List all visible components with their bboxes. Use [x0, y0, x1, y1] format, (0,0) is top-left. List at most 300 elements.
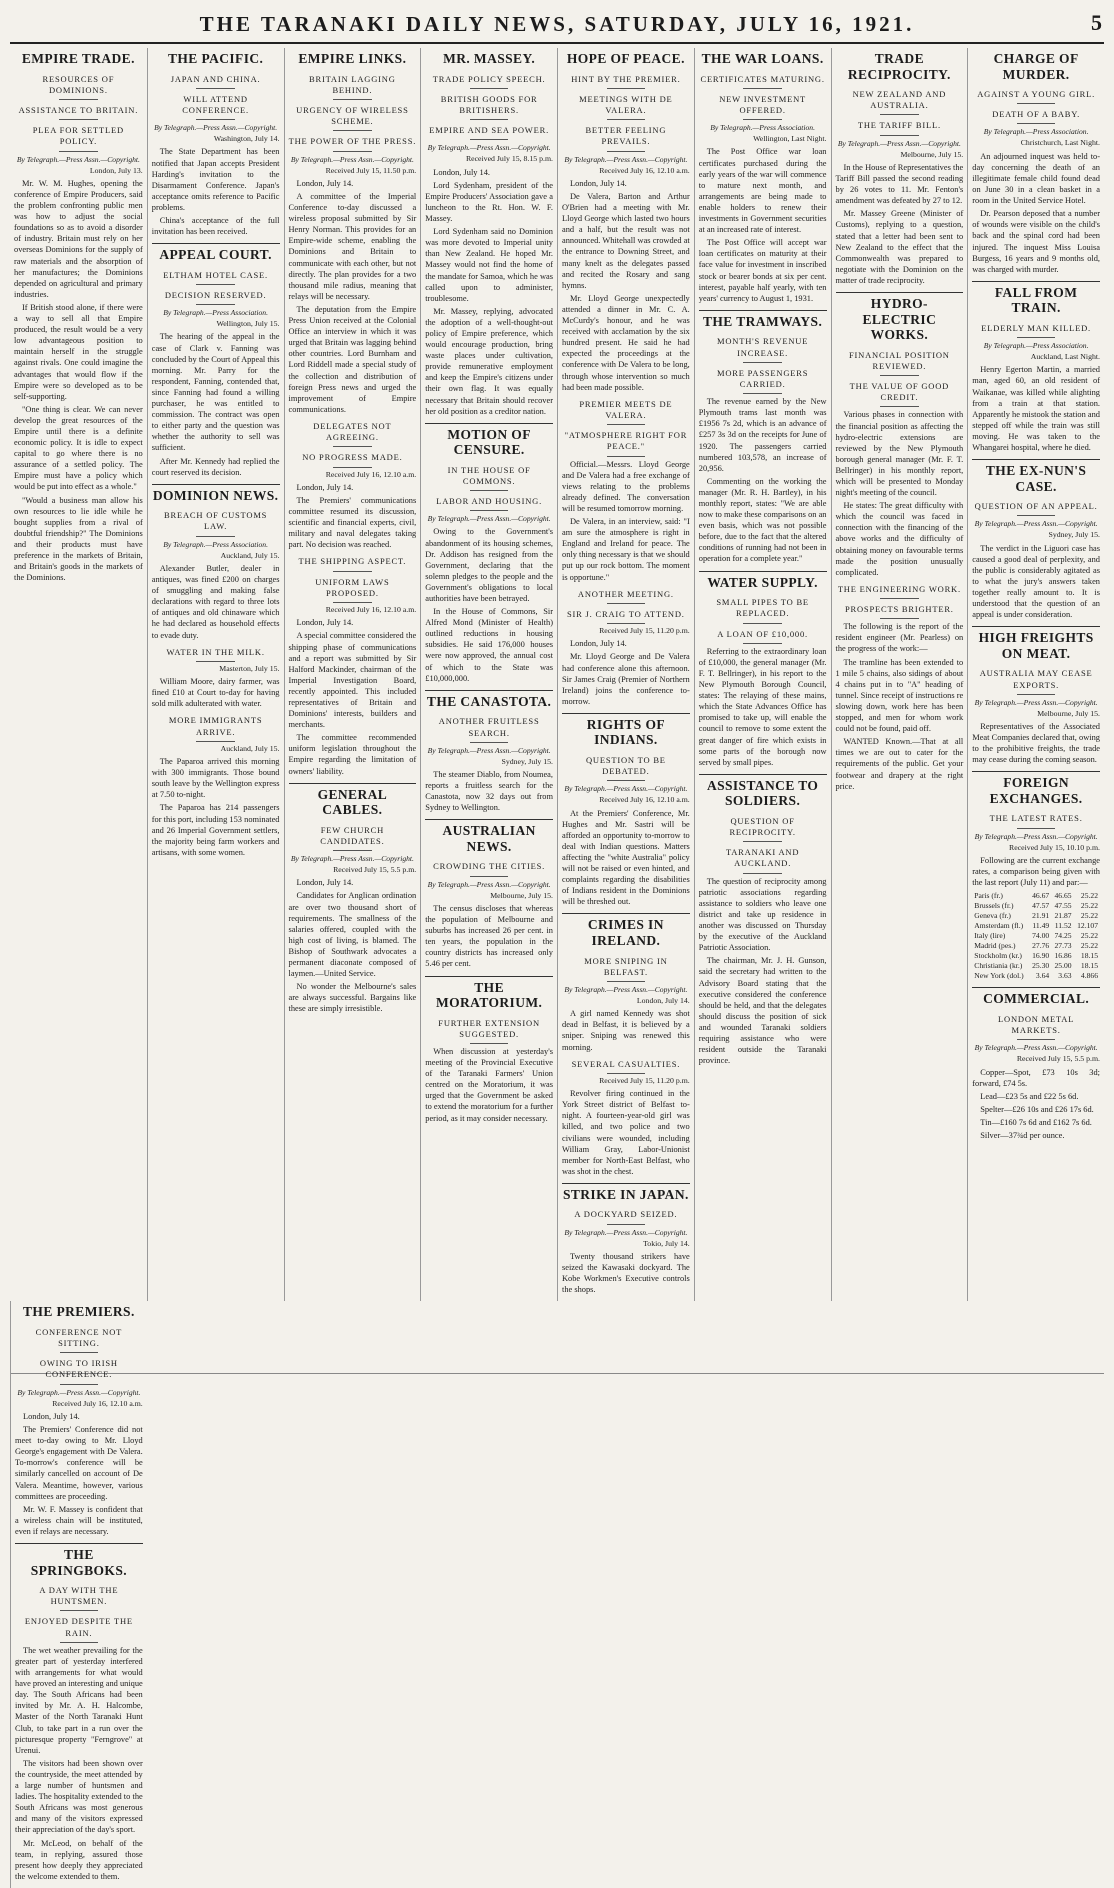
article-paragraph: Alexander Butler, dealer in antiques, was fined £200 on charges of smuggling and making false declarations with regard to three lots of antiques and old chinaware which he had declared as household effects to evade duty.: [151, 563, 280, 640]
article-paragraph: Henry Egerton Martin, a married man, aged 60, an old resident of Waikanae, was killed while alighting from a train at that station. Apparently he mistook the station and stepped off while the train was still moving. He was taken to the Whangarei hospital, where he died.: [972, 365, 1100, 452]
article-headline: HIGH FREIGHTS ON MEAT.: [978, 630, 1094, 661]
article: [289, 556, 417, 776]
article-paragraph: The Post Office war loan certificates purchased during the early years of the war will commence to mature next month, and arrangements are being made to enable holders to renew their investments in Government securities at an increased rate of interest.: [698, 147, 827, 235]
article-byline: By Telegraph.—Press Assn.—Copyright.: [427, 514, 551, 524]
exchange-rate-row: [972, 911, 1100, 921]
article-subheading: QUESTION OF RECIPROCITY.: [699, 816, 827, 842]
exchange-rate-row: [972, 971, 1100, 981]
article-dateline: Received July 16, 12.10 a.m.: [599, 795, 690, 805]
article-subheading: ELTHAM HOTEL CASE.: [152, 270, 280, 285]
article-paragraph: Copper—Spot, £73 10s 3d; forward, £74 5s.: [972, 1067, 1100, 1088]
article-paragraph: A girl named Kennedy was shot dead in Belfast, it is believed by a sniper. Sniping was renewed this morning.: [562, 1009, 690, 1052]
article-byline: By Telegraph.—Press Assn.—Copyright.: [427, 745, 551, 755]
article-subheading: ELDERLY MAN KILLED.: [972, 323, 1100, 338]
article-paragraph: The committee recommended uniform legislation throughout the Empire regarding the limitation of owners' liability.: [288, 733, 417, 776]
article-dateline: Christchurch, Last Night.: [1020, 138, 1100, 148]
article-subheading: THE VALUE OF GOOD CREDIT.: [836, 381, 964, 407]
article-byline: By Telegraph.—Press Association.: [163, 308, 268, 318]
column-7: [831, 48, 968, 1301]
article-subheading: ANOTHER FRUITLESS SEARCH.: [425, 716, 553, 742]
column-8: [967, 48, 1104, 1301]
article-headline: THE PACIFIC.: [167, 51, 264, 66]
article-paragraph: The chairman, Mr. J. H. Gunson, said the secretary had written to the Advisory Board stating that the executive considered the conference should be held, and that the delegates should discuss the position of sick and wounded Taranaki soldiers requiring assistance who were resident outside the Taranaki province.: [698, 956, 827, 1066]
article-headline: AUSTRALIAN NEWS.: [442, 823, 536, 854]
article: [425, 690, 553, 814]
exchange-rate-cell: 18.15: [1080, 961, 1098, 971]
article-paragraph: De Valera, Barton and Arthur O'Brien had a meeting with Mr. Lloyd George which lasted two hours and a half, but the result was not announced. Whitehall was crowded at the entrance to Downing Street, and many knelt as the delegates passed and recited the Rosary and sang hymns.: [562, 192, 690, 290]
article-subheading: NEW ZEALAND AND AUSTRALIA.: [836, 89, 964, 115]
article-subheading: EMPIRE AND SEA POWER.: [425, 125, 553, 140]
exchange-rate-cell: 47.55: [1054, 901, 1072, 911]
article-headline: THE SPRINGBOKS.: [30, 1547, 128, 1578]
column-1: [10, 48, 147, 1301]
article: [562, 1059, 690, 1177]
article: [836, 584, 964, 792]
article: [289, 783, 417, 1015]
article-byline: By Telegraph.—Press Assn.—Copyright.: [427, 143, 551, 153]
article-paragraph: Various phases in connection with the financial position as affecting the hydro-electric extensions are reviewed by the New Plymouth borough general manager (Mr. F. T. Bellringer) in his monthly report, which will be presented to Monday night's meeting of the council.: [835, 410, 964, 498]
article-dateline: Sydney, July 15.: [1048, 530, 1100, 540]
article-paragraph: In the House of Commons, Sir Alfred Mond (Minister of Health) outlined reductions in housing subsidies. He said 176,000 houses were now approved, the annual cost of which to the State was £10,000,000.: [425, 607, 553, 683]
article-dateline: Received July 15, 11.20 p.m.: [599, 626, 690, 636]
article-subheading: QUESTION OF AN APPEAL.: [972, 501, 1100, 516]
article-headline: ASSISTANCE TO SOLDIERS.: [706, 777, 819, 809]
article-byline: By Telegraph.—Press Assn.—Copyright.: [974, 1043, 1098, 1053]
article-paragraph: De Valera, in an interview, said: "I am sure the atmosphere is right in England and Ireland for peace. The only thing necessary is that we should put up our rock bottom. The moment is opportune.": [562, 517, 690, 582]
article: [152, 647, 280, 710]
article-paragraph: The steamer Diablo, from Noumea, reports a fruitless search for the Canastota, now 32 days out from Sydney to Wellington.: [425, 770, 553, 813]
article: [425, 48, 553, 417]
article: [972, 987, 1100, 1141]
article-subheading: BREACH OF CUSTOMS LAW.: [152, 510, 280, 536]
article-byline: By Telegraph.—Press Association.: [710, 123, 815, 133]
article: [425, 819, 553, 969]
article-paragraph: The visitors had been shown over the countryside, the meet attended by a large number of huntsmen and ladies. The hospitality extended to the South Africans was most generous and many of the visitors expressed their appreciation of the day's sport.: [15, 1758, 143, 1835]
article-dateline: Received July 15, 10.10 p.m.: [1009, 842, 1100, 852]
article-subheading: THE TARIFF BILL.: [836, 120, 964, 135]
article-paragraph: Silver—37¾d per ounce.: [980, 1131, 1065, 1141]
article-subheading: FINANCIAL POSITION REVIEWED.: [836, 350, 964, 376]
article-paragraph: Mr. McLeod, on behalf of the team, in replying, assured those present how deeply they appreciated the welcome extended to them.: [15, 1838, 143, 1881]
article-byline: By Telegraph.—Press Assn.—Copyright.: [154, 123, 278, 133]
article: [425, 423, 553, 684]
article-subheading: BRITISH GOODS FOR BRITISHERS.: [425, 94, 553, 120]
article-paragraph: The question of reciprocity among patriotic associations regarding assistance to soldiers who leave one district and take up residence in another was discussed on Thursday by the executive of the Auckland Patriotic Association.: [698, 876, 827, 953]
article: [699, 774, 827, 1067]
article-subheading: OWING TO IRISH CONFERENCE.: [15, 1358, 143, 1384]
article-subheading: FURTHER EXTENSION SUGGESTED.: [425, 1018, 553, 1044]
article-dateline: Received July 16, 12.10 a.m.: [599, 165, 690, 175]
article-byline: By Telegraph.—Press Assn.—Copyright.: [837, 138, 961, 148]
article-paragraph: London, July 14.: [296, 178, 354, 188]
exchange-rate-cell: 25.22: [1080, 911, 1098, 921]
article-paragraph: Twenty thousand strikers have seized the Kawasaki dockyard. The Kobe Workmen's Executive controls the shops.: [562, 1251, 690, 1295]
article-headline: EMPIRE TRADE.: [21, 51, 135, 66]
article-subheading: THE ENGINEERING WORK.: [836, 584, 964, 599]
article-paragraph: The tramline has been extended to 1 mile 5 chains, also sidings of about 4 chains put in to "A" heading of tunnel. Since receipt of instructions re slowing down, work here has been stopped, and men for whom work could not be found, paid off.: [835, 657, 964, 734]
exchange-rate-cell: 3.63: [1058, 971, 1072, 981]
article-paragraph: Candidates for Anglican ordination are over two thousand short of requirements. The smallness of the salaries offered, coupled with the high cost of living, is blamed. The Bishop of Southwark advocates a permanent diaconate composed of laymen.—United Service.: [288, 891, 417, 979]
article-dateline: Received July 15, 8.15 p.m.: [465, 154, 553, 164]
article-paragraph: Mr. Massey, replying, advocated the adoption of a well-thought-out policy of Empire preference, which would encourage production, bring waste places under cultivation, provide remunerative employment and keep the Empire's citizens under their own flag. It was equally necessary that Britain should recover her old position as a creditor nation.: [425, 306, 553, 416]
article-paragraph: William Moore, dairy farmer, was fined £10 at Court to-day for having sold milk adulterated with water.: [151, 677, 280, 709]
article: [699, 310, 827, 565]
article: [836, 48, 964, 286]
article-subheading: TARANAKI AND AUCKLAND.: [699, 847, 827, 873]
article-subheading: IN THE HOUSE OF COMMONS.: [425, 465, 553, 491]
article-byline: By Telegraph.—Press Assn.—Copyright.: [564, 154, 688, 164]
exchange-rate-cell: 27.73: [1054, 941, 1072, 951]
article-headline: COMMERCIAL.: [983, 991, 1090, 1007]
page-number: 5: [1091, 10, 1102, 35]
exchange-rate-cell: Stockholm (kr.): [974, 951, 1022, 961]
article-subheading: DECISION RESERVED.: [152, 290, 280, 305]
exchange-rate-cell: Amsterdam (fl.): [974, 921, 1024, 931]
article-headline: FALL FROM TRAIN.: [994, 284, 1078, 316]
article-dateline: Received July 15, 5.5 p.m.: [1016, 1054, 1100, 1064]
exchange-rates-table: [972, 891, 1100, 981]
article-subheading: FEW CHURCH CANDIDATES.: [289, 825, 417, 851]
article-subheading: AUSTRALIA MAY CEASE EXPORTS.: [972, 668, 1100, 694]
article: [562, 399, 690, 583]
article: [699, 571, 827, 768]
article-paragraph: At the Premiers' Conference, Mr. Hughes and Mr. Sastri will be afforded an opportunity to-morrow to deal with Indian questions. Matters affecting the "white Australia" policy will not be raised or even hinted, and complaints regarding the disabilities of Indians resident in the Dominions will be threshed out.: [562, 808, 690, 907]
article-byline: By Telegraph.—Press Assn.—Copyright.: [974, 697, 1098, 707]
article-subheading: NO PROGRESS MADE.: [289, 452, 417, 467]
article-paragraph: Lord Sydenham, president of the Empire Producers' Association gave a luncheon to the Rt. Hon. W. F. Massey.: [425, 180, 553, 224]
article-paragraph: Mr. W. M. Hughes, opening the conference of Empire Producers, said the problem confronting public men was how to adjust the social foundations so as to avoid a disorder of industry. Britain must rely on her overseas Dominions for the supply of raw materials and the absorption of her manufactures; the Dominions depended on agricultural and primary industries.: [14, 178, 143, 299]
article-headline: THE EX-NUN'S CASE.: [985, 463, 1087, 494]
article-subheading: WILL ATTEND CONFERENCE.: [152, 94, 280, 120]
article: [152, 484, 280, 641]
article-subheading: LONDON METAL MARKETS.: [972, 1014, 1100, 1040]
article-paragraph: Dr. Pearson deposed that a number of wounds were visible on the child's back and the spinal cord had been injured. The inquest Miss Louisa Burgess, 16 years and 9 months old, was charged with murder.: [972, 209, 1100, 274]
article-byline: By Telegraph.—Press Assn.—Copyright.: [290, 854, 414, 864]
article-paragraph: An adjourned inquest was held to-day concerning the death of an illegitimate female child found dead on June 30 in a clean basket in a room in the United Service Hotel.: [972, 151, 1100, 206]
exchange-rate-cell: 11.52: [1054, 921, 1072, 931]
column-3: [284, 48, 421, 1301]
article-subheading: MORE SNIPING IN BELFAST.: [562, 956, 690, 982]
article: [562, 913, 690, 1052]
article-subheading: ASSISTANCE TO BRITAIN.: [14, 105, 143, 120]
article-subheading: THE LATEST RATES.: [972, 813, 1100, 828]
article: [425, 976, 553, 1124]
article: [152, 243, 280, 477]
article-subheading: HINT BY THE PREMIER.: [562, 74, 690, 89]
article-headline: DOMINION NEWS.: [152, 487, 279, 503]
article-dateline: Received July 15, 11.20 p.m.: [599, 1075, 690, 1085]
article-subheading: QUESTION TO BE DEBATED.: [562, 755, 690, 781]
article-subheading: MORE IMMIGRANTS ARRIVE.: [152, 715, 280, 741]
column-9: [10, 1301, 147, 1888]
article: [972, 48, 1100, 275]
article: [152, 48, 280, 237]
article-dateline: Auckland, July 15.: [220, 550, 280, 560]
article-subheading: TRADE POLICY SPEECH.: [425, 74, 553, 89]
article-subheading: DEATH OF A BABY.: [972, 109, 1100, 124]
article-byline: By Telegraph.—Press Assn.—Copyright.: [974, 519, 1098, 529]
article-paragraph: Tin—£160 7s 6d and £162 7s 6d.: [980, 1118, 1092, 1128]
exchange-rate-cell: 25.22: [1080, 891, 1098, 901]
article: [972, 459, 1100, 620]
article-subheading: UNIFORM LAWS PROPOSED.: [289, 577, 417, 603]
article: [14, 48, 143, 583]
article: [562, 48, 690, 393]
article-headline: RIGHTS OF INDIANS.: [586, 716, 665, 748]
article-subheading: THE SHIPPING ASPECT.: [289, 556, 417, 571]
article-paragraph: WANTED Known.—That at all times we are out to cater for the requirements of the public. Get your footwear and drapery at the right price.: [835, 737, 964, 791]
article-paragraph: London, July 14.: [23, 1411, 80, 1421]
article-paragraph: The State Department has been notified that Japan accepts President Harding's invitation to the Disarmament Conference. Japan's acceptance omits reference to Pacific problems.: [151, 147, 280, 212]
article-paragraph: Lead—£23 5s and £22 5s 6d.: [980, 1091, 1079, 1101]
article-headline: FOREIGN EXCHANGES.: [989, 775, 1083, 806]
article-subheading: NEW INVESTMENT OFFERED.: [699, 94, 827, 120]
article-subheading: URGENCY OF WIRELESS SCHEME.: [289, 105, 417, 131]
article-paragraph: "Would a business man allow his own resources to lie idle while he bought supplies from a rival of doubtful friendship?" The Dominions and their products must have preference in the markets of Britain, and Britain's goods in the markets of the Dominions.: [14, 495, 143, 583]
article-headline: THE TRAMWAYS.: [703, 313, 823, 329]
article-byline: By Telegraph.—Press Assn.—Copyright.: [564, 984, 688, 994]
article-byline: By Telegraph.—Press Assn.—Copyright.: [427, 879, 551, 889]
article-dateline: Received July 16, 12.10 a.m.: [325, 605, 417, 615]
article-paragraph: The Paparoa has 214 passengers for this port, including 153 nominated and 26 Imperial Government settlers, the majority being farm workers and artisans, with some women.: [151, 803, 280, 857]
article-subheading: THE POWER OF THE PRESS.: [289, 136, 417, 151]
exchange-rate-cell: Madrid (pes.): [974, 941, 1016, 951]
article-paragraph: After Mr. Kennedy had replied the court reserved its decision.: [151, 456, 280, 477]
article-byline: By Telegraph.—Press Assn.—Copyright.: [17, 1387, 141, 1397]
article-dateline: Received July 16, 12.10 a.m.: [325, 469, 417, 479]
exchange-rate-cell: 25.22: [1080, 941, 1098, 951]
article-byline: By Telegraph.—Press Assn.—Copyright.: [16, 154, 140, 164]
article: [699, 48, 827, 304]
article-subheading: BETTER FEELING PREVAILS.: [562, 125, 690, 151]
article: [562, 1183, 690, 1295]
exchange-rate-cell: 27.76: [1032, 941, 1050, 951]
article-subheading: MORE PASSENGERS CARRIED.: [699, 368, 827, 394]
exchange-rate-cell: 46.67: [1032, 891, 1050, 901]
article-subheading: WATER IN THE MILK.: [152, 647, 280, 662]
article: [562, 713, 690, 908]
article-dateline: Wellington, Last Night.: [753, 134, 827, 144]
exchange-rate-cell: 12.107: [1077, 921, 1098, 931]
article-paragraph: The following is the report of the resident engineer (Mr. Pearless) on the progress of the work:—: [835, 622, 964, 654]
article-paragraph: The wet weather prevailing for the greater part of yesterday interfered with arrangements for what would have proved an interesting and unique day. The South Africans had been invited by Mr. A. H. Halcombe, Master of the North Taranaki Hunt Club, to take part in a run over the picturesque property "Ferngrove" at Urenui.: [15, 1645, 143, 1755]
article-subheading: CROWDING THE CITIES.: [425, 861, 553, 876]
article-headline: CHARGE OF MURDER.: [993, 51, 1079, 82]
article-headline: THE MORATORIUM.: [435, 979, 543, 1011]
column-6: [694, 48, 831, 1301]
article-subheading: SIR J. CRAIG TO ATTEND.: [562, 609, 690, 624]
article-dateline: Melbourne, July 15.: [490, 890, 553, 900]
article-dateline: Melbourne, July 15.: [1037, 708, 1100, 718]
article-paragraph: He states: The great difficulty with which the council was faced in connection with the financing of the above works and the difficulty of obtaining money on favourable terms made the position unusually complicated.: [835, 501, 964, 577]
exchange-rate-cell: 18.15: [1080, 951, 1098, 961]
newspaper-title: THE TARANAKI DAILY NEWS, SATURDAY, JULY 16, 1921.: [199, 12, 915, 36]
exchange-rate-cell: Italy (lire): [974, 931, 1006, 941]
article-paragraph: London, July 14.: [296, 482, 354, 492]
article-subheading: MONTH'S REVENUE INCREASE.: [699, 336, 827, 362]
article-headline: THE CANASTOTA.: [426, 693, 552, 709]
article: [289, 48, 417, 415]
article-subheading: LABOR AND HOUSING.: [425, 496, 553, 511]
article-headline: APPEAL COURT.: [159, 247, 272, 263]
article-paragraph: The Paparoa arrived this morning with 300 immigrants. Those bound south leave by the Wellington express at 7.50 to-night.: [151, 757, 280, 800]
article-dateline: Masterton, July 15.: [219, 663, 280, 673]
article: [972, 281, 1100, 453]
article-subheading: A DOCKYARD SEIZED.: [562, 1209, 690, 1224]
article-subheading: SEVERAL CASUALTIES.: [562, 1059, 690, 1074]
article-paragraph: Mr. Lloyd George unexpectedly attended a dinner in Mr. C. A. McCurdy's honour, and he was received with acclamation by the six hundred present. He said he had expected the proceedings at the conference with De Valera to be long, through whose intervention so much had been made possible.: [562, 293, 690, 392]
exchange-rate-row: [972, 921, 1100, 931]
article-paragraph: Official.—Messrs. Lloyd George and De Valera had a free exchange of views relating to the problems already defined. The conversation will be resumed tomorrow morning.: [562, 459, 690, 513]
column-5: [557, 48, 694, 1301]
exchange-rate-cell: 11.49: [1032, 921, 1050, 931]
exchange-rate-cell: 74.25: [1054, 931, 1072, 941]
exchange-rate-cell: 25.22: [1080, 931, 1098, 941]
article-subheading: PREMIER MEETS DE VALERA.: [562, 399, 690, 425]
article-headline: HOPE OF PEACE.: [566, 51, 685, 66]
article-paragraph: In the House of Representatives the Tariff Bill passed the second reading by 26 votes to 11. Mr. Fenton's amendment was defeated by 27 to 12.: [835, 162, 964, 206]
article-headline: GENERAL CABLES.: [317, 786, 388, 818]
article-dateline: Received July 15, 11.50 p.m.: [325, 165, 417, 175]
article-byline: By Telegraph.—Press Assn.—Copyright.: [564, 784, 688, 794]
exchange-rate-cell: 74.00: [1032, 931, 1050, 941]
exchange-rate-cell: Geneva (fr.): [974, 911, 1011, 921]
article-subheading: JAPAN AND CHINA.: [152, 74, 280, 89]
exchange-rate-cell: 25.22: [1080, 901, 1098, 911]
exchange-rate-cell: New York (dol.): [974, 971, 1024, 981]
article-byline: By Telegraph.—Press Assn.—Copyright.: [974, 831, 1098, 841]
article-paragraph: A special committee considered the shipping phase of communications and a report was submitted by Sir Halford Mackinder, chairman of the Imperial Investigation Board, recently appointed. This included representatives of Britain and Dominions' interests, builders and merchants.: [288, 631, 417, 730]
article-paragraph: "One thing is clear. We can never develop the great resources of the Empire until there is a definite economic policy. It is idle to expect capital to go where there is no assurance of a settled policy. The Empire must have a policy which would be put into effect as a whole.": [14, 404, 143, 492]
article-subheading: MEETINGS WITH DE VALERA.: [562, 94, 690, 120]
article-paragraph: No wonder the Melbourne's sales are always successful. Bargains like these are simply irresistible.: [288, 982, 417, 1014]
article-dateline: London, July 13.: [89, 165, 143, 175]
article-headline: WATER SUPPLY.: [707, 574, 818, 590]
exchange-rate-cell: 21.91: [1032, 911, 1050, 921]
exchange-rate-row: [972, 961, 1100, 971]
article-dateline: Auckland, Last Night.: [1030, 352, 1100, 362]
article-subheading: ANOTHER MEETING.: [562, 589, 690, 604]
exchange-rate-cell: 21.87: [1054, 911, 1072, 921]
article-subheading: A DAY WITH THE HUNTSMEN.: [15, 1585, 143, 1611]
article: [15, 1301, 143, 1537]
article-subheading: PLEA FOR SETTLED POLICY.: [14, 125, 143, 151]
article-subheading: RESOURCES OF DOMINIONS.: [14, 74, 143, 100]
article-paragraph: If British stood alone, if there were a way to sell all that Empire produced, the result would be a very low advantageous position to maintain herself in the struggle against rivals. One could imagine the advantages that would flow if the Empire were so developed as to be self-supporting.: [14, 302, 143, 401]
exchange-rate-row: [972, 931, 1100, 941]
article-paragraph: Representatives of the Associated Meat Companies declared that, owing to the prohibitive freights, the trade may cease during the coming season.: [972, 722, 1100, 765]
article-paragraph: The Premiers' Conference did not meet to-day owing to Mr. Lloyd George's engagement with De Valera. To-morrow's conference will be similarly cancelled on account of De Valera. Meantime, however, various committees are proceeding.: [15, 1425, 143, 1501]
exchange-rate-cell: 25.30: [1032, 961, 1050, 971]
exchange-rate-cell: 3.64: [1035, 971, 1050, 981]
article-headline: THE PREMIERS.: [23, 1304, 135, 1320]
article-dateline: Tokio, July 14.: [643, 1238, 690, 1248]
article-paragraph: The census discloses that whereas the population of Melbourne and suburbs has increased 26 per cent. in ten years, the population in the country districts has increased only 5.46 per cent.: [425, 903, 553, 969]
article-subheading: "ATMOSPHERE RIGHT FOR PEACE.": [562, 430, 690, 456]
article-paragraph: Owing to the Government's abandonment of its housing schemes, Dr. Addison has resigned from the Government, declaring that the solemn pledges to the people and the Government's obligations to local authorities have been betrayed.: [425, 527, 553, 604]
article-subheading: CONFERENCE NOT SITTING.: [15, 1327, 143, 1353]
article-headline: MOTION OF CENSURE.: [447, 426, 531, 458]
article-byline: By Telegraph.—Press Association.: [983, 341, 1089, 351]
article-byline: By Telegraph.—Press Assn.—Copyright.: [290, 154, 414, 164]
exchange-rate-cell: 25.00: [1054, 961, 1072, 971]
newspaper-columns: [10, 48, 1104, 1881]
article-paragraph: London, July 14.: [433, 167, 491, 177]
exchange-rate-cell: Paris (fr.): [974, 891, 1003, 901]
exchange-rate-row: [972, 901, 1100, 911]
article-paragraph: A committee of the Imperial Conference to-day discussed a wireless proposal submitted by Sir Henry Norman. This provides for an Empire-wide scheme, enabling the Dominions and Britain to communicate with each other, but not directly. The plan provides for a two thousand mile radius, meaning that relays will be necessary.: [288, 192, 417, 301]
article-headline: EMPIRE LINKS.: [298, 51, 407, 66]
article-subheading: DELEGATES NOT AGREEING.: [289, 421, 417, 447]
article-subheading: BRITAIN LAGGING BEHIND.: [289, 74, 417, 100]
exchange-rate-cell: 16.90: [1032, 951, 1050, 961]
article-subheading: SMALL PIPES TO BE REPLACED.: [699, 597, 827, 623]
article: [289, 421, 417, 551]
article-paragraph: The verdict in the Liguori case has caused a good deal of perplexity, and the public is considerably agitated as to what the jury's answers taken together really amount to. It is understood that the question of an appeal is under consideration.: [972, 543, 1100, 620]
article-dateline: Wellington, July 15.: [216, 319, 280, 329]
article-paragraph: The revenue earned by the New Plymouth trams last month was £1956 7s 2d, which is an advance of £257 3s 3d on the receipts for June of 1920. The passengers carried numbered 103,578, an increase of 20,956.: [698, 397, 827, 473]
article-paragraph: The Post Office will accept war loan certificates on maturity at their face value for investment in inscribed stock or bearer bonds at six per cent. interest, payable half yearly, with ten years' currency to August 1, 1931.: [698, 238, 827, 303]
exchange-rate-cell: Brussels (fr.): [974, 901, 1014, 911]
article-paragraph: Mr. Lloyd George and De Valera had conference alone this afternoon. Sir James Craig (Premier of Northern Ireland) joins the conference to-morrow.: [562, 652, 690, 706]
exchange-rate-row: [972, 941, 1100, 951]
article-paragraph: Revolver firing continued in the York Street district of Belfast to-night. A fourteen-year-old girl was killed, and two police and two civilians were wounded, including William Gray, Labor-Unionist member for North-East Belfast, who was shot in the chest.: [562, 1089, 690, 1176]
article-paragraph: Lord Sydenham said no Dominion was more devoted to Imperial unity than New Zealand. He hoped Mr. Massey would not find the home of the mandate for Samoa, which he was called upon to administer, troublesome.: [425, 227, 553, 303]
article-dateline: London, July 14.: [636, 995, 690, 1005]
article-headline: STRIKE IN JAPAN.: [562, 1186, 689, 1202]
article-dateline: Auckland, July 15.: [220, 743, 280, 753]
article: [972, 626, 1100, 765]
article-subheading: PROSPECTS BRIGHTER.: [836, 604, 964, 619]
article-paragraph: Commenting on the working the manager (Mr. R. H. Bartley), in his monthly report, states: "We are able now to make these comparisons on an even basis, which was not possible before, due to the fact that the altered conditions of running had not been in operation for a complete year.": [698, 476, 827, 564]
article-paragraph: London, July 14.: [570, 178, 627, 188]
article-byline: By Telegraph.—Press Assn.—Copyright.: [564, 1227, 688, 1237]
article-dateline: Washington, July 14.: [213, 134, 280, 144]
column-4: [420, 48, 557, 1301]
article-paragraph: London, July 14.: [296, 878, 354, 888]
article-paragraph: China's acceptance of the full invitation has been received.: [151, 216, 280, 237]
article-dateline: Received July 16, 12.10 a.m.: [52, 1398, 143, 1408]
exchange-rate-cell: 47.57: [1032, 901, 1050, 911]
article-byline: By Telegraph.—Press Association.: [163, 539, 268, 549]
article-subheading: A LOAN OF £10,000.: [699, 629, 827, 644]
column-2: [147, 48, 284, 1301]
exchange-rate-cell: Christiania (kr.): [974, 961, 1023, 971]
article-subheading: ENJOYED DESPITE THE RAIN.: [15, 1616, 143, 1642]
article-paragraph: The Premiers' communications committee resumed its discussion, scientific and financial experts, civil, military and naval delegates taking part. No decision was reached.: [288, 495, 417, 550]
exchange-rate-cell: 16.86: [1054, 951, 1072, 961]
article-paragraph: London, July 14.: [296, 618, 354, 628]
exchange-rate-row: [972, 891, 1100, 901]
masthead: [10, 6, 1104, 44]
article-paragraph: The deputation from the Empire Press Union received at the Colonial Office an interview in which it was urged that Britain was lagging behind other countries. Lord Burnham and Lord Riddell made a special study of the collection and distribution of foreign Press news and urged the improvement of Empire communications.: [288, 304, 417, 414]
article: [152, 715, 280, 858]
exchange-rate-row: [972, 951, 1100, 961]
article-headline: CRIMES IN IRELAND.: [587, 917, 664, 948]
article: [15, 1543, 143, 1882]
article-paragraph: London, July 14.: [570, 639, 627, 649]
article-dateline: Received July 15, 5.5 p.m.: [333, 865, 417, 875]
article-byline: By Telegraph.—Press Association.: [983, 127, 1089, 137]
article: [562, 589, 690, 707]
article-paragraph: The hearing of the appeal in the case of Clark v. Fanning was concluded by the Court of Appeal this morning. Mr. Parry for the respondent, Fanning, contended that, since Fanning had found a willing purchaser, he was entitled to commission. The contract was open to either party and the question was whether the authority to sell was sufficient.: [151, 332, 280, 453]
exchange-rate-cell: 4.866: [1080, 971, 1098, 981]
article-dateline: Sydney, July 15.: [501, 756, 553, 766]
article-paragraph: Mr. Massey Greene (Minister of Customs), replying to a question, stated that a letter had been sent to New Zealand to the effect that the Commonwealth was prepared to negotiate with the Dominion on the matter of trade reciprocity.: [835, 209, 964, 285]
article-paragraph: Mr. W. F. Massey is confident that a wireless chain will be instituted, even if relays are necessary.: [15, 1504, 143, 1536]
article-paragraph: Referring to the extraordinary loan of £10,000, the general manager (Mr. F. T. Bellringer), in his report to the New Plymouth Borough Council, states: The relaying of these mains, which the State Advances Office has promised to take up, will enable the council to remove to some extent the great danger of fire which exists in some parts of the borough now served by small pipes.: [698, 646, 827, 767]
article: [972, 771, 1100, 981]
